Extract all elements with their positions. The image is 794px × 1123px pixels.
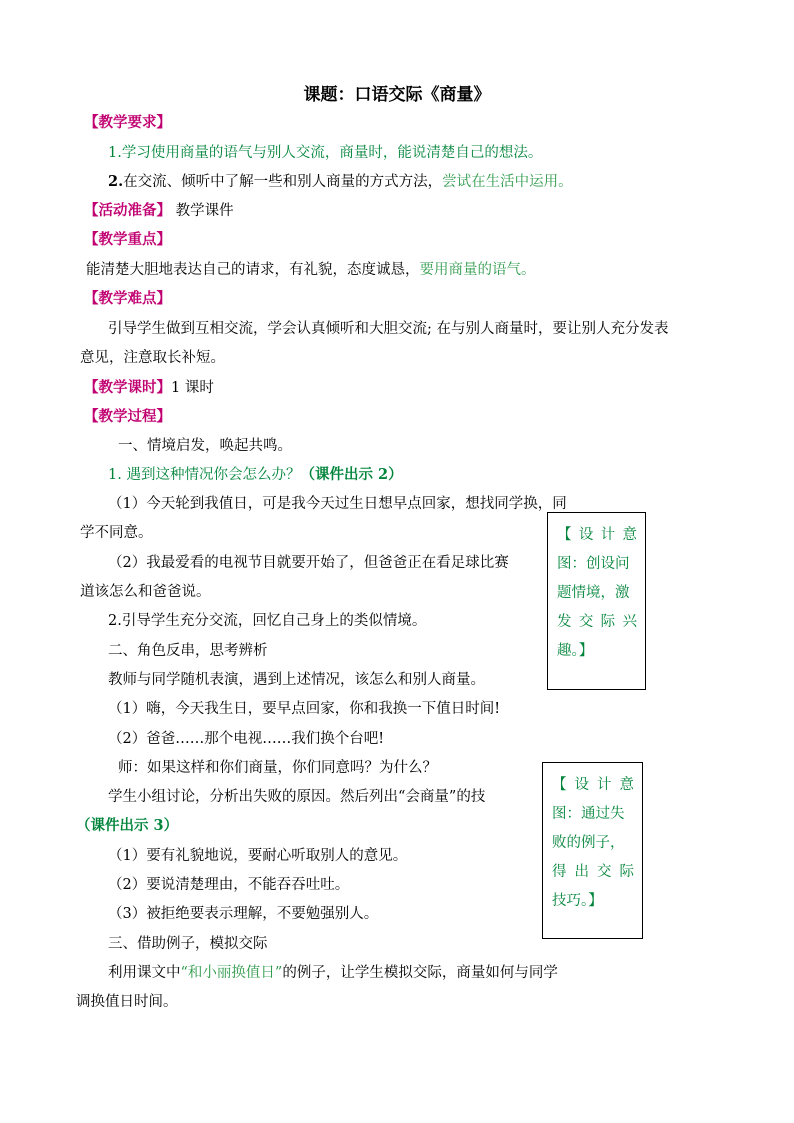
- process-step-2: 二、角色反串，思考辨析: [108, 643, 268, 659]
- tip-3: （3）被拒绝要表示理解，不要勉强别人。: [108, 906, 379, 922]
- preparation-line: [84, 201, 234, 221]
- design-note-box-1: [547, 512, 646, 690]
- roleplay-line-1: （1）嗨，今天我生日，要早点回家，你和我换一下值日时间!: [108, 701, 501, 717]
- simulation-line-2: 调换值日时间。: [76, 994, 178, 1010]
- preparation-text: 教学课件: [175, 203, 234, 219]
- design-note-2-line: 败的例子，: [552, 835, 625, 851]
- requirement-1: 1.学习使用商量的语气与别人交流，商量时，能说清楚自己的想法。: [108, 145, 543, 161]
- process-question-1-text: 1. 遇到这种情况你会怎么办？: [108, 467, 301, 483]
- design-note-1-line: 图：创设问: [557, 556, 630, 572]
- requirement-2-highlight: 尝试在生活中运用。: [442, 174, 573, 190]
- key-points-text: [86, 260, 536, 280]
- hours-text: 1 课时: [171, 380, 214, 396]
- scenario-1-line-2: 学不同意。: [80, 525, 153, 541]
- tip-2: （2）要说清楚理由，不能吞吞吐吐。: [108, 877, 350, 893]
- preparation-heading: 【活动准备】: [84, 202, 171, 219]
- design-note-2-line: 得出交际: [552, 864, 634, 880]
- key-points-heading: 【教学重点】: [84, 231, 171, 248]
- difficulties-line-1: 引导学生做到互相交流，学会认真倾听和大胆交流; 在与别人商量时，要让别人充分发表: [108, 321, 669, 337]
- page-title: 课题：口语交际《商量》: [303, 85, 491, 105]
- key-points-text-highlight: 要用商量的语气。: [419, 262, 536, 278]
- design-note-1-line: 发交际兴: [557, 614, 637, 630]
- courseware-ref-2: （课件出示 2）: [300, 466, 403, 483]
- process-guide: 2.引导学生充分交流，回忆自己身上的类似情境。: [108, 613, 427, 629]
- process-heading: 【教学过程】: [84, 408, 171, 425]
- roleplay-line-2: （2）爸爸……那个电视……我们换个台吧!: [108, 731, 385, 747]
- scenario-2-line-1: （2）我最爱看的电视节目就要开始了，但爸爸正在看足球比赛: [108, 555, 509, 571]
- scenario-1-line-1: （1）今天轮到我值日，可是我今天过生日想早点回家，想找同学换，同: [108, 496, 567, 512]
- simulation-text-a: 利用课文中: [108, 965, 181, 981]
- process-step-1: 一、情境启发，唤起共鸣。: [118, 438, 292, 454]
- design-note-2-line: 【设计意: [552, 777, 634, 793]
- difficulties-heading: 【教学难点】: [84, 290, 171, 307]
- simulation-line-1: [108, 963, 558, 983]
- design-note-1-line: 题情境，激: [557, 585, 630, 601]
- design-note-box-2: [542, 762, 643, 939]
- requirements-heading: 【教学要求】: [84, 114, 171, 131]
- roleplay-intro: 教师与同学随机表演，遇到上述情况，该怎么和别人商量。: [108, 672, 485, 688]
- design-note-2-line: 图：通过失: [552, 806, 625, 822]
- tip-1: （1）要有礼貌地说，要耐心听取别人的意见。: [108, 848, 408, 864]
- hours-line: [84, 378, 214, 398]
- group-discussion: 学生小组讨论，分析出失败的原因。然后列出“会商量”的技: [108, 789, 486, 805]
- process-question-1: [108, 465, 403, 485]
- design-note-1-line: 趣。】: [557, 643, 594, 659]
- requirement-2-number: 2.: [108, 173, 124, 190]
- design-note-1-line: 【设计意: [557, 527, 637, 543]
- courseware-ref-3: （课件出示 3）: [76, 817, 179, 834]
- process-step-3: 三、借助例子，模拟交际: [108, 936, 268, 952]
- simulation-text-b: 的例子，让学生模拟交际，商量如何与同学: [282, 965, 558, 981]
- teacher-question: 师：如果这样和你们商量，你们同意吗？为什么？: [118, 760, 437, 776]
- scenario-2-line-2: 道该怎么和爸爸说。: [80, 584, 211, 600]
- design-note-2-line: 技巧。】: [552, 893, 603, 909]
- simulation-example: “和小丽换值日”: [180, 965, 283, 981]
- hours-heading: 【教学课时】: [84, 379, 171, 396]
- difficulties-line-2: 意见，注意取长补短。: [80, 350, 225, 366]
- requirement-2-text: 在交流、倾听中了解一些和别人商量的方式方法，: [123, 174, 443, 190]
- requirement-2: [108, 172, 573, 192]
- key-points-text-main: 能清楚大胆地表达自己的请求，有礼貌，态度诚恳，: [86, 262, 420, 278]
